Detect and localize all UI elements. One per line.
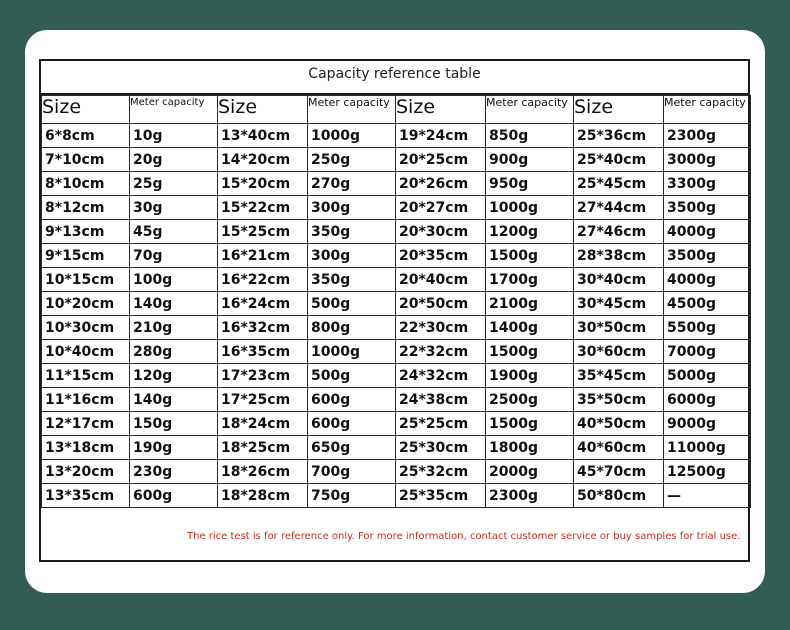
capacity-cell: 950g xyxy=(486,172,574,196)
size-cell: 10*40cm xyxy=(42,340,130,364)
size-cell: 24*32cm xyxy=(396,364,486,388)
table-row xyxy=(42,244,751,268)
capacity-cell: 600g xyxy=(308,388,396,412)
capacity-cell: 25g xyxy=(130,172,218,196)
capacity-cell: 210g xyxy=(130,316,218,340)
card xyxy=(25,30,765,593)
size-cell: 30*40cm xyxy=(574,268,664,292)
capacity-cell: 750g xyxy=(308,484,396,508)
column-header-size: Size xyxy=(574,96,664,124)
size-cell: 50*80cm xyxy=(574,484,664,508)
capacity-cell: 900g xyxy=(486,148,574,172)
capacity-cell: 600g xyxy=(130,484,218,508)
size-cell: 9*13cm xyxy=(42,220,130,244)
table-row xyxy=(42,460,751,484)
size-cell: 11*15cm xyxy=(42,364,130,388)
column-header-capacity: Meter capacity xyxy=(664,96,751,124)
capacity-cell: 1500g xyxy=(486,412,574,436)
table-row xyxy=(42,316,751,340)
capacity-cell: 350g xyxy=(308,220,396,244)
capacity-cell: — xyxy=(664,484,751,508)
capacity-cell: 1000g xyxy=(308,124,396,148)
table-row xyxy=(42,340,751,364)
size-cell: 10*30cm xyxy=(42,316,130,340)
capacity-cell: 5000g xyxy=(664,364,751,388)
column-header-size: Size xyxy=(218,96,308,124)
table-row xyxy=(42,148,751,172)
capacity-cell: 100g xyxy=(130,268,218,292)
capacity-cell: 30g xyxy=(130,196,218,220)
capacity-cell: 1000g xyxy=(308,340,396,364)
size-cell: 30*50cm xyxy=(574,316,664,340)
table-row xyxy=(42,436,751,460)
size-cell: 14*20cm xyxy=(218,148,308,172)
table-row xyxy=(42,292,751,316)
capacity-cell: 150g xyxy=(130,412,218,436)
size-cell: 16*21cm xyxy=(218,244,308,268)
size-cell: 40*50cm xyxy=(574,412,664,436)
size-cell: 18*25cm xyxy=(218,436,308,460)
capacity-cell: 140g xyxy=(130,388,218,412)
capacity-cell: 4000g xyxy=(664,268,751,292)
size-cell: 30*60cm xyxy=(574,340,664,364)
size-cell: 13*20cm xyxy=(42,460,130,484)
capacity-cell: 3500g xyxy=(664,196,751,220)
size-cell: 7*10cm xyxy=(42,148,130,172)
capacity-cell: 230g xyxy=(130,460,218,484)
size-cell: 13*35cm xyxy=(42,484,130,508)
size-cell: 24*38cm xyxy=(396,388,486,412)
table-row xyxy=(42,484,751,508)
capacity-cell: 280g xyxy=(130,340,218,364)
size-cell: 17*25cm xyxy=(218,388,308,412)
capacity-cell: 850g xyxy=(486,124,574,148)
capacity-cell: 500g xyxy=(308,364,396,388)
capacity-cell: 2000g xyxy=(486,460,574,484)
size-cell: 13*40cm xyxy=(218,124,308,148)
size-cell: 18*26cm xyxy=(218,460,308,484)
size-cell: 12*17cm xyxy=(42,412,130,436)
capacity-cell: 10g xyxy=(130,124,218,148)
table-row xyxy=(42,268,751,292)
capacity-cell: 1400g xyxy=(486,316,574,340)
size-cell: 28*38cm xyxy=(574,244,664,268)
size-cell: 20*50cm xyxy=(396,292,486,316)
capacity-cell: 1200g xyxy=(486,220,574,244)
capacity-cell: 70g xyxy=(130,244,218,268)
size-cell: 15*22cm xyxy=(218,196,308,220)
capacity-cell: 1000g xyxy=(486,196,574,220)
capacity-cell: 2500g xyxy=(486,388,574,412)
capacity-cell: 2100g xyxy=(486,292,574,316)
size-cell: 35*50cm xyxy=(574,388,664,412)
capacity-table xyxy=(41,95,751,508)
capacity-cell: 2300g xyxy=(664,124,751,148)
size-cell: 18*24cm xyxy=(218,412,308,436)
disclaimer-note: The rice test is for reference only. For more information, contact customer service or buy samples for trial use. xyxy=(187,531,741,542)
size-cell: 20*25cm xyxy=(396,148,486,172)
size-cell: 25*45cm xyxy=(574,172,664,196)
size-cell: 20*26cm xyxy=(396,172,486,196)
size-cell: 40*60cm xyxy=(574,436,664,460)
size-cell: 35*45cm xyxy=(574,364,664,388)
size-cell: 20*27cm xyxy=(396,196,486,220)
size-cell: 27*44cm xyxy=(574,196,664,220)
table-row xyxy=(42,196,751,220)
capacity-cell: 1900g xyxy=(486,364,574,388)
size-cell: 17*23cm xyxy=(218,364,308,388)
size-cell: 25*30cm xyxy=(396,436,486,460)
column-header-capacity: Meter capacity xyxy=(308,96,396,124)
capacity-cell: 800g xyxy=(308,316,396,340)
table-title: Capacity reference table xyxy=(41,61,748,95)
column-header-size: Size xyxy=(396,96,486,124)
table-row xyxy=(42,364,751,388)
capacity-cell: 45g xyxy=(130,220,218,244)
size-cell: 25*32cm xyxy=(396,460,486,484)
capacity-table-frame xyxy=(39,59,750,562)
capacity-cell: 12500g xyxy=(664,460,751,484)
capacity-cell: 3000g xyxy=(664,148,751,172)
size-cell: 6*8cm xyxy=(42,124,130,148)
capacity-cell: 500g xyxy=(308,292,396,316)
size-cell: 25*40cm xyxy=(574,148,664,172)
capacity-cell: 2300g xyxy=(486,484,574,508)
capacity-cell: 350g xyxy=(308,268,396,292)
size-cell: 20*30cm xyxy=(396,220,486,244)
size-cell: 10*15cm xyxy=(42,268,130,292)
capacity-cell: 20g xyxy=(130,148,218,172)
size-cell: 19*24cm xyxy=(396,124,486,148)
table-row xyxy=(42,172,751,196)
size-cell: 25*25cm xyxy=(396,412,486,436)
size-cell: 22*30cm xyxy=(396,316,486,340)
size-cell: 16*35cm xyxy=(218,340,308,364)
column-header-size: Size xyxy=(42,96,130,124)
capacity-cell: 7000g xyxy=(664,340,751,364)
size-cell: 20*40cm xyxy=(396,268,486,292)
size-cell: 45*70cm xyxy=(574,460,664,484)
capacity-cell: 270g xyxy=(308,172,396,196)
header-row xyxy=(42,96,751,124)
size-cell: 16*24cm xyxy=(218,292,308,316)
capacity-cell: 3500g xyxy=(664,244,751,268)
capacity-cell: 300g xyxy=(308,244,396,268)
capacity-cell: 1800g xyxy=(486,436,574,460)
capacity-cell: 11000g xyxy=(664,436,751,460)
capacity-cell: 250g xyxy=(308,148,396,172)
size-cell: 18*28cm xyxy=(218,484,308,508)
size-cell: 20*35cm xyxy=(396,244,486,268)
size-cell: 11*16cm xyxy=(42,388,130,412)
capacity-cell: 190g xyxy=(130,436,218,460)
capacity-cell: 4500g xyxy=(664,292,751,316)
capacity-cell: 3300g xyxy=(664,172,751,196)
size-cell: 16*22cm xyxy=(218,268,308,292)
table-row xyxy=(42,220,751,244)
capacity-cell: 5500g xyxy=(664,316,751,340)
size-cell: 25*36cm xyxy=(574,124,664,148)
size-cell: 25*35cm xyxy=(396,484,486,508)
capacity-cell: 700g xyxy=(308,460,396,484)
capacity-cell: 6000g xyxy=(664,388,751,412)
capacity-cell: 140g xyxy=(130,292,218,316)
capacity-cell: 9000g xyxy=(664,412,751,436)
table-row xyxy=(42,124,751,148)
table-row xyxy=(42,412,751,436)
capacity-cell: 1700g xyxy=(486,268,574,292)
table-row xyxy=(42,388,751,412)
size-cell: 8*10cm xyxy=(42,172,130,196)
column-header-capacity: Meter capacity xyxy=(486,96,574,124)
size-cell: 22*32cm xyxy=(396,340,486,364)
size-cell: 15*25cm xyxy=(218,220,308,244)
capacity-cell: 1500g xyxy=(486,244,574,268)
capacity-cell: 600g xyxy=(308,412,396,436)
size-cell: 27*46cm xyxy=(574,220,664,244)
size-cell: 16*32cm xyxy=(218,316,308,340)
capacity-cell: 4000g xyxy=(664,220,751,244)
size-cell: 10*20cm xyxy=(42,292,130,316)
capacity-cell: 300g xyxy=(308,196,396,220)
capacity-cell: 120g xyxy=(130,364,218,388)
size-cell: 15*20cm xyxy=(218,172,308,196)
column-header-capacity: Meter capacity xyxy=(130,96,218,124)
capacity-cell: 650g xyxy=(308,436,396,460)
size-cell: 9*15cm xyxy=(42,244,130,268)
size-cell: 30*45cm xyxy=(574,292,664,316)
size-cell: 8*12cm xyxy=(42,196,130,220)
size-cell: 13*18cm xyxy=(42,436,130,460)
capacity-cell: 1500g xyxy=(486,340,574,364)
